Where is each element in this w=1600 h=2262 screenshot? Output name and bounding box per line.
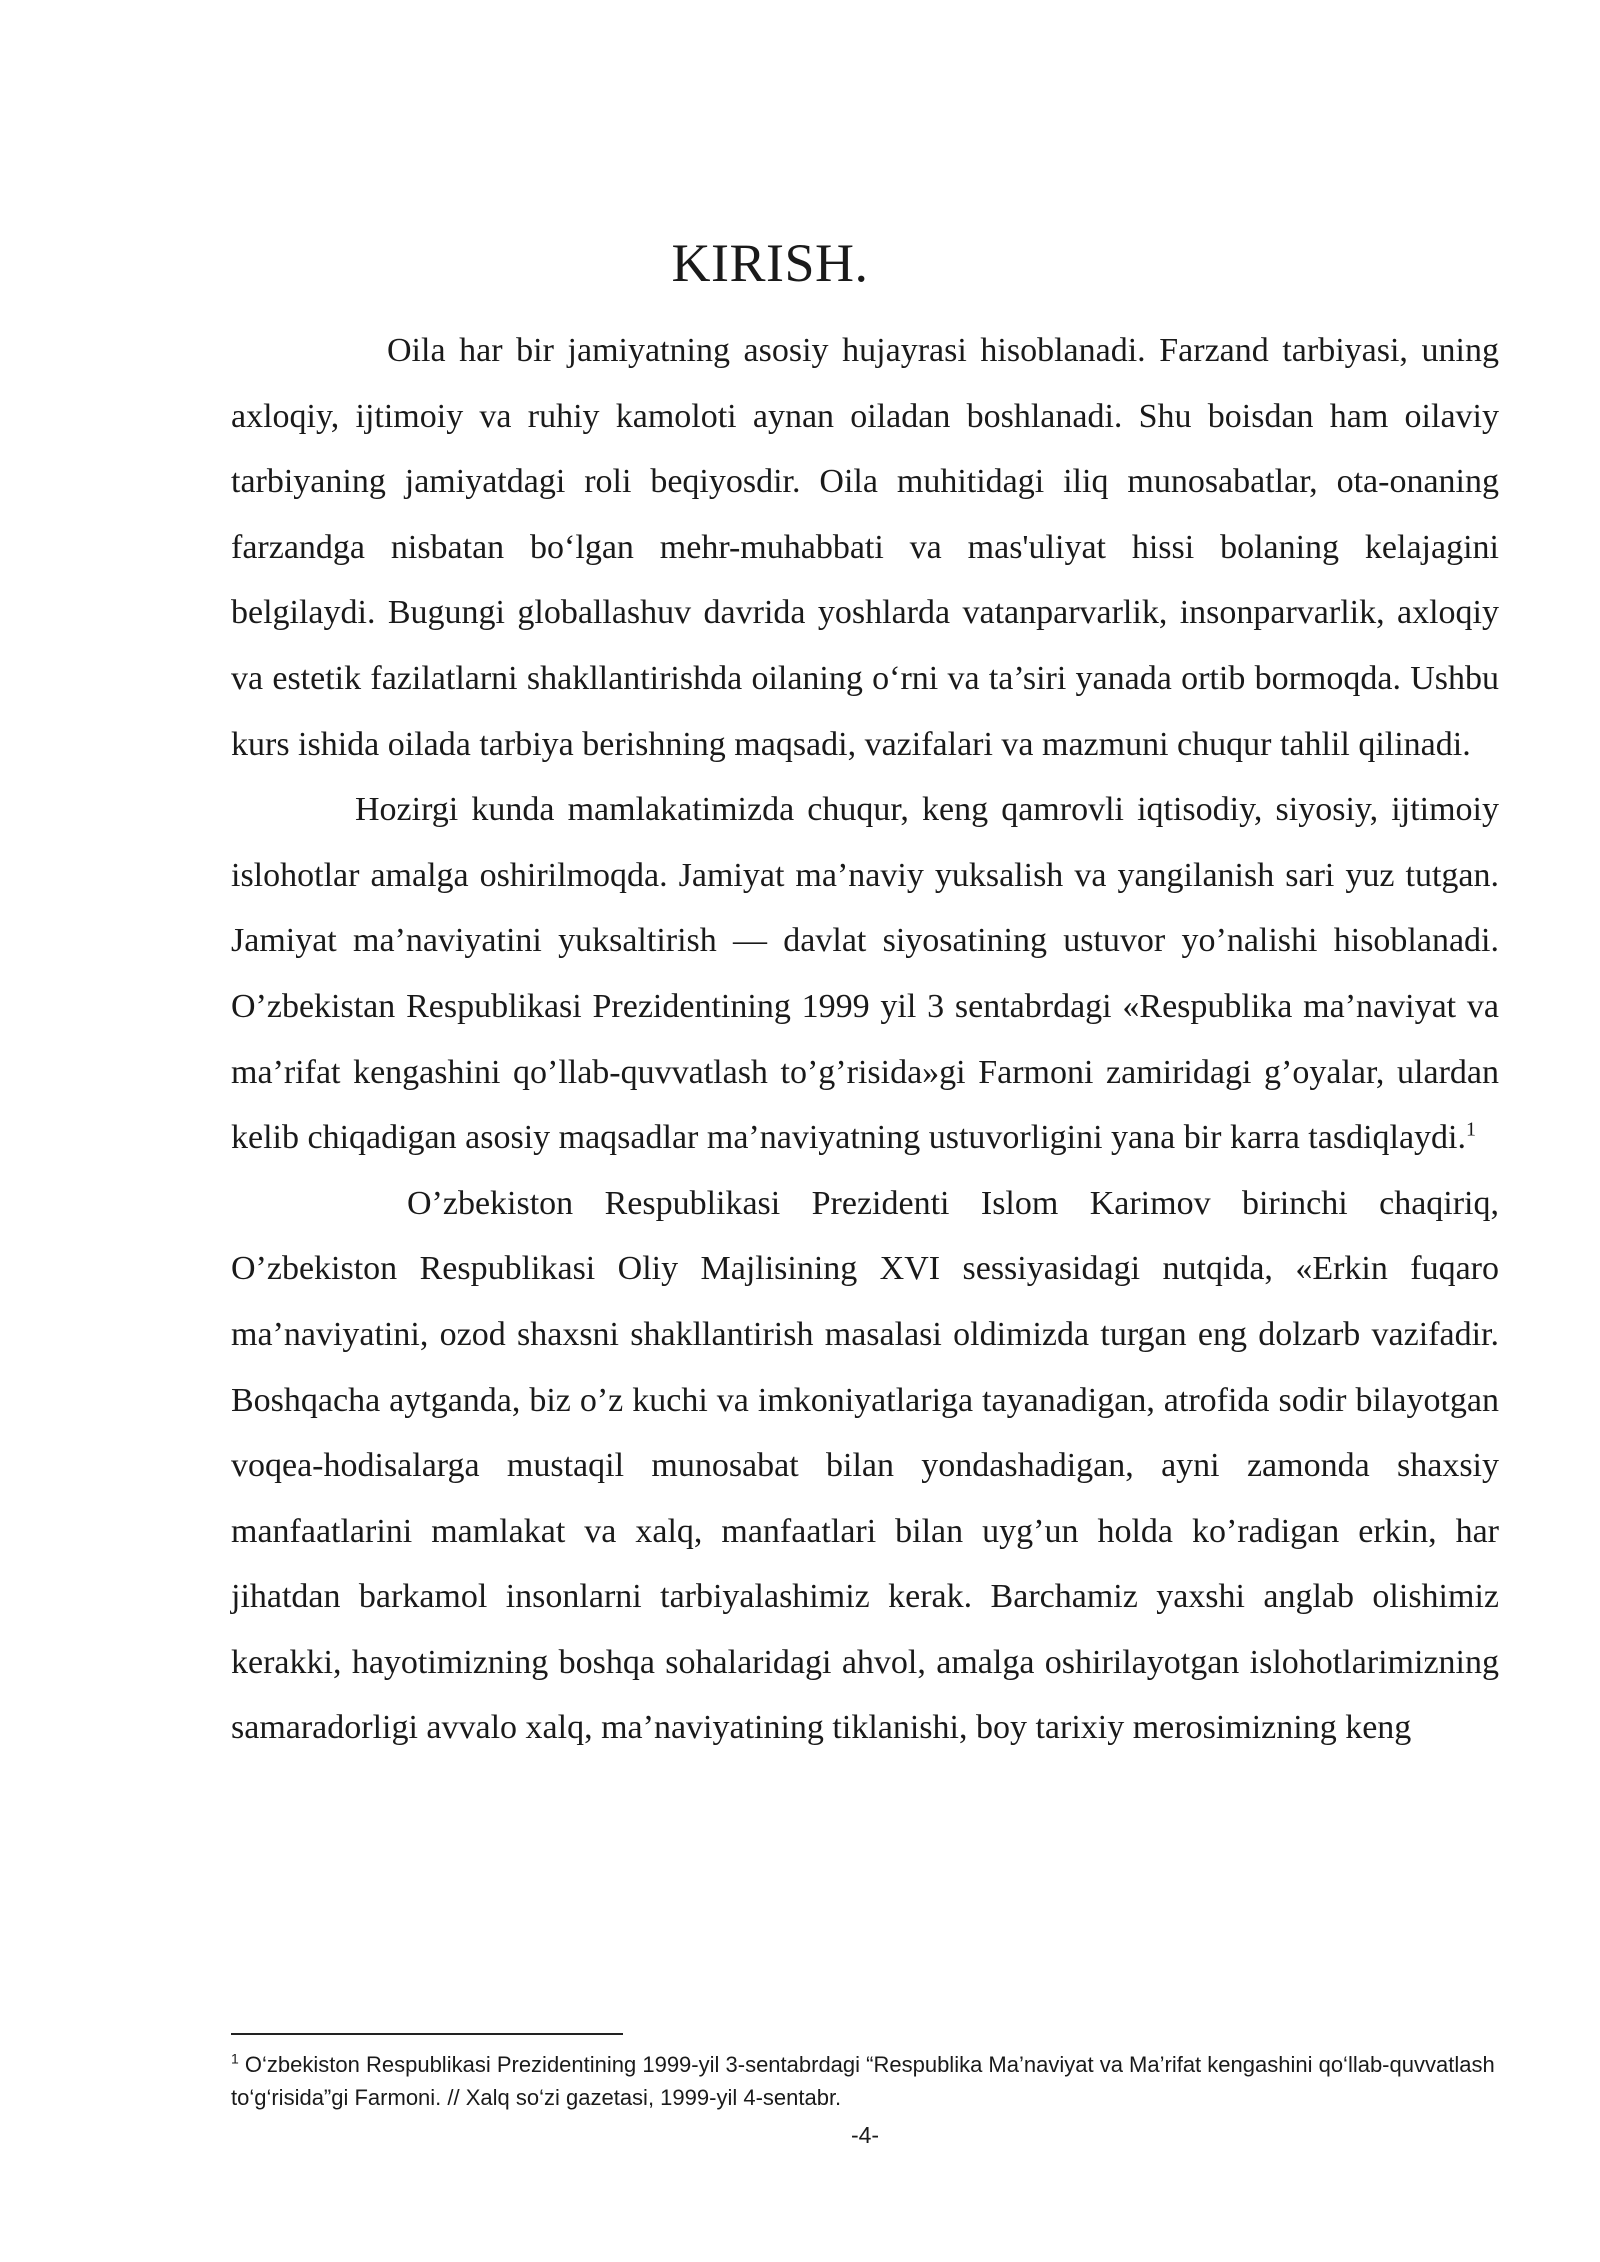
body-text bbox=[231, 318, 1499, 1761]
page-number: -4- bbox=[850, 2122, 880, 2148]
footnote-number: 1 bbox=[231, 2050, 239, 2067]
paragraph-3 bbox=[231, 1171, 1499, 1761]
paragraph-1 bbox=[231, 318, 1499, 777]
footnote-reference[interactable]: 1 bbox=[1466, 1118, 1477, 1141]
paragraph-1-text: Oila har bir jamiyatning asosiy hujayrasi hisoblanadi. Farzand tarbiyasi, uning axloqiy, ijtimoiy va ruhiy kamoloti aynan oiladan boshlanadi. Shu boisdan ham oilaviy tarbiyaning jamiyatdagi roli beqiyosdir. Oila muhitidagi iliq munosabatlar, ota-onaning farzandga nisbatan bo‘lgan mehr-muhabbati va mas'uliyat hissi bolaning kelajagini belgilaydi. Bugungi globallashuv davrida yoshlarda vatanparvarlik, insonparvarlik, axloqiy va estetik fazilatlarni shakllantirishda oilaning o‘rni va ta’siri yanada ortib bormoqda. Ushbu kurs ishida oilada tarbiya berishning maqsadi, vazifalari va mazmuni chuqur tahlil qilinadi. bbox=[231, 332, 1499, 763]
paragraph-2 bbox=[231, 777, 1499, 1171]
footnote-text: O‘zbekiston Respublikasi Prezidentining 1999-yil 3-sentabrdagi “Respublika Ma’naviyat va Ma’rifat kengashini qo‘llab-quvvatlash to‘g‘risida”gi Farmoni. // Xalq so‘zi gazetasi, 1999-yil 4-sentabr. bbox=[231, 2052, 1495, 2110]
footnote-separator bbox=[231, 2033, 623, 2035]
page-title: KIRISH. bbox=[671, 233, 869, 293]
paragraph-2-text: Hozirgi kunda mamlakatimizda chuqur, keng qamrovli iqtisodiy, siyosiy, ijtimoiy islohotlar amalga oshirilmoqda. Jamiyat ma’naviy yuksalish va yangilanish sari yuz tutgan. Jamiyat ma’naviyatini yuksaltirish — davlat siyosatining ustuvor yo’nalishi hisoblanadi. O’zbekistan Respublikasi Prezidentining 1999 yil 3 sentabrdagi «Respublika ma’naviyat va ma’rifat kengashini qo’llab-quvvatlash to’g’risida»gi Farmoni zamiridagi g’oyalar, ulardan kelib chiqadigan asosiy maqsadlar ma’naviyatning ustuvorligini yana bir karra tasdiqlaydi. bbox=[231, 791, 1499, 1157]
paragraph-3-text: O’zbekiston Respublikasi Prezidenti Islom Karimov birinchi chaqiriq, O’zbekiston Respublikasi Oliy Majlisining XVI sessiyasidagi nutqida, «Erkin fuqaro ma’naviyatini, ozod shaxsni shakllantirish masalasi oldimizda turgan eng dolzarb vazifadir. Boshqacha aytganda, biz o’z kuchi va imkoniyatlariga tayanadigan, atrofida sodir bilayotgan voqea-hodisalarga mustaqil munosabat bilan yondashadigan, ayni zamonda shaxsiy manfaatlarini mamlakat va xalq, manfaatlari bilan uyg’un holda ko’radigan erkin, har jihatdan barkamol insonlarni tarbiyalashimiz kerak. Barchamiz yaxshi anglab olishimiz kerakki, hayotimizning boshqa sohalaridagi ahvol, amalga oshirilayotgan islohotlarimizning samaradorligi avvalo xalq, ma’naviyatining tiklanishi, boy tarixiy merosimizning keng bbox=[231, 1184, 1499, 1747]
footnote bbox=[231, 2048, 1499, 2114]
